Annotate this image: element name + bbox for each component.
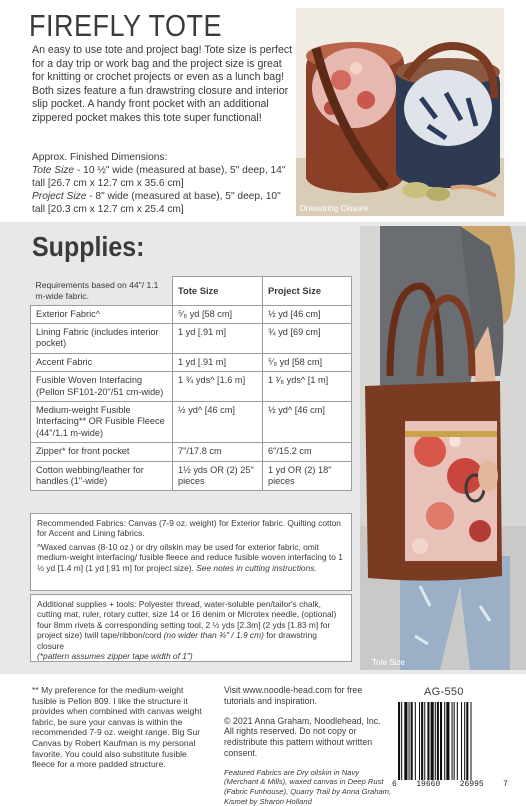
row-item: Medium-weight Fusible Interfacing** OR Fusible Fleece (44"/1.1 m-wide) xyxy=(31,401,173,442)
row-item: Accent Fabric xyxy=(31,353,173,371)
row-tote: ⁵⁄₈ yd [58 cm] xyxy=(173,305,263,323)
table-row xyxy=(31,323,352,353)
table-header-row xyxy=(31,277,352,306)
barcode-digit-group: 7 xyxy=(503,780,508,789)
interfacing-footnote: ** My preference for the medium-weight fusible is Pellon 809. I like the structure it provides when combined with canvas weight fabric, be sure your canvas is within the recommended 7-9 oz. weight range. Big Sur Canvas by Robert Kaufman is my personal favorite. You could also substitute fusible fleece for a more padded structure. xyxy=(32,685,202,770)
requirements-note: Requirements based on 44"/ 1.1 m-wide fabric. xyxy=(35,279,159,301)
table-row xyxy=(31,305,352,323)
row-item: Fusible Woven Interfacing (Pellon SF101-20"/51 cm-wide) xyxy=(31,372,173,402)
row-tote: 1 ¾ yds^ [1.6 m] xyxy=(173,372,263,402)
table-row xyxy=(31,443,352,461)
row-project: 1 yd OR (2) 18" pieces xyxy=(263,461,352,491)
waxed-canvas-note xyxy=(37,542,345,573)
barcode-digit-group: 6 xyxy=(392,780,397,789)
featured-fabrics-text: Featured Fabrics are Dry oilskin in Navy (Merchant & Mills), waxed canvas in Deep Rust (Fabric Funhouse), Quarry Trail by Anna Graham, Kismet by Sharon Holland xyxy=(224,767,392,806)
row-tote: 1 yd [.91 m] xyxy=(173,353,263,371)
recommended-fabrics-box xyxy=(30,513,352,591)
waxed-text: ^Waxed canvas (8-10 oz.) or dry oilskin may be used for exterior fabric, omit medium-weight interfacing/ fusible fleece and reduce fusible woven interfacing to 1 ½ yd [1.4 m] (1 yd [.91 m] for project size). xyxy=(37,541,343,573)
row-project: 6"/15.2 cm xyxy=(263,443,352,461)
row-project: ½ yd [46 cm] xyxy=(263,305,352,323)
table-row xyxy=(31,353,352,371)
intro-text: An easy to use tote and project bag! Tote size is perfect for a day trip or work bag and the project size is great for knitting or crochet projects or even as a lunch bag! Both sizes feature a fun drawstring closure and interior slip pocket. A handy front pocket with an additional zippered pocket makes this tote super functional! xyxy=(32,44,293,124)
barcode-digits xyxy=(392,780,508,789)
info-column xyxy=(224,685,392,806)
row-tote: 1 yd [.91 m] xyxy=(173,323,263,353)
supplies-table xyxy=(30,276,352,491)
recommended-text: Recommended Fabrics: Canvas (7-9 oz. weight) for Exterior fabric. Quilting cotton for Accent and Lining fabrics. xyxy=(37,518,341,539)
col-tote: Tote Size xyxy=(173,277,263,306)
tote-model-illustration xyxy=(360,226,526,670)
row-project: ½ yd^ [46 cm] xyxy=(263,401,352,442)
table-row xyxy=(31,461,352,491)
dimensions-heading: Approx. Finished Dimensions: xyxy=(32,152,168,163)
row-project: ⁵⁄₈ yd [58 cm] xyxy=(263,353,352,371)
barcode-digit-group: 26995 xyxy=(459,780,484,789)
table-row xyxy=(31,372,352,402)
waxed-italic: See notes in cutting instructions. xyxy=(196,562,317,573)
row-project: ¾ yd [69 cm] xyxy=(263,323,352,353)
dimensions-block xyxy=(32,151,294,216)
project-size-value: - 8" wide (measured at base), 5" deep, 10" tall [20.3 cm x 12.7 cm x 25.4 cm] xyxy=(32,191,281,215)
additional-supplies-box xyxy=(30,594,352,662)
row-tote: 7"/17.8 cm xyxy=(173,443,263,461)
sku-code: AG-550 xyxy=(424,686,464,698)
row-project: 1 ¹⁄₈ yds^ [1 m] xyxy=(263,372,352,402)
col-project: Project Size xyxy=(263,277,352,306)
row-item: Exterior Fabric^ xyxy=(31,305,173,323)
row-item: Cotton webbing/leather for handles (1"-wide) xyxy=(31,461,173,491)
row-tote: ½ yd^ [46 cm] xyxy=(173,401,263,442)
table-row xyxy=(31,401,352,442)
visit-text: Visit www.noodle-head.com for free tutorials and inspiration. xyxy=(224,685,363,706)
row-item: Zipper* for front pocket xyxy=(31,443,173,461)
additional-text-block xyxy=(37,599,345,651)
tote-size-value: - 10 ½" wide (measured at base), 5" deep, 14" tall [26.7 cm x 12.7 cm x 35.6 cm] xyxy=(32,165,286,189)
barcode-graphic xyxy=(398,702,502,780)
additional-text: Additional supplies + tools: Polyester thread, water-soluble pen/tailor's chalk, cutting mat, ruler, rotary cutter, size 14 or 16 denim or Microtex needle, (optional) four 8mm rivets & corresponding setting tool, 2 ½ yds [2.3m] (2 yds [1.83 m] for project size) twill tape/ribbon/cord xyxy=(37,599,337,641)
drawstring-photo xyxy=(296,8,504,216)
dimensions-tote xyxy=(32,164,294,190)
pattern-note: (*pattern assumes zipper tape width of 1") xyxy=(37,651,193,662)
additional-italic: (no wider than ¾" / 1.9 cm) xyxy=(163,630,264,641)
row-tote: 1½ yds OR (2) 25" pieces xyxy=(173,461,263,491)
project-size-label: Project Size xyxy=(32,191,87,202)
drawstring-bags-illustration xyxy=(296,8,504,216)
page-title: FIREFLY TOTE xyxy=(29,9,223,43)
copyright-text: © 2021 Anna Graham, Noodlehead, Inc. All rights reserved. Do not copy or redistribute this pattern without written consent. xyxy=(224,715,381,758)
requirements-cell xyxy=(31,277,173,306)
tote-caption: Tote Size xyxy=(372,658,405,667)
tote-size-label: Tote Size xyxy=(32,165,75,176)
supplies-heading: Supplies: xyxy=(32,232,145,263)
tote-photo xyxy=(360,226,526,670)
barcode-digit-group: 19660 xyxy=(416,780,441,789)
drawstring-caption: Drawstring Closure xyxy=(300,204,369,213)
additional-end: for drawstring closure xyxy=(37,630,317,651)
row-item: Lining Fabric (includes interior pocket) xyxy=(31,323,173,353)
dimensions-project xyxy=(32,190,294,216)
